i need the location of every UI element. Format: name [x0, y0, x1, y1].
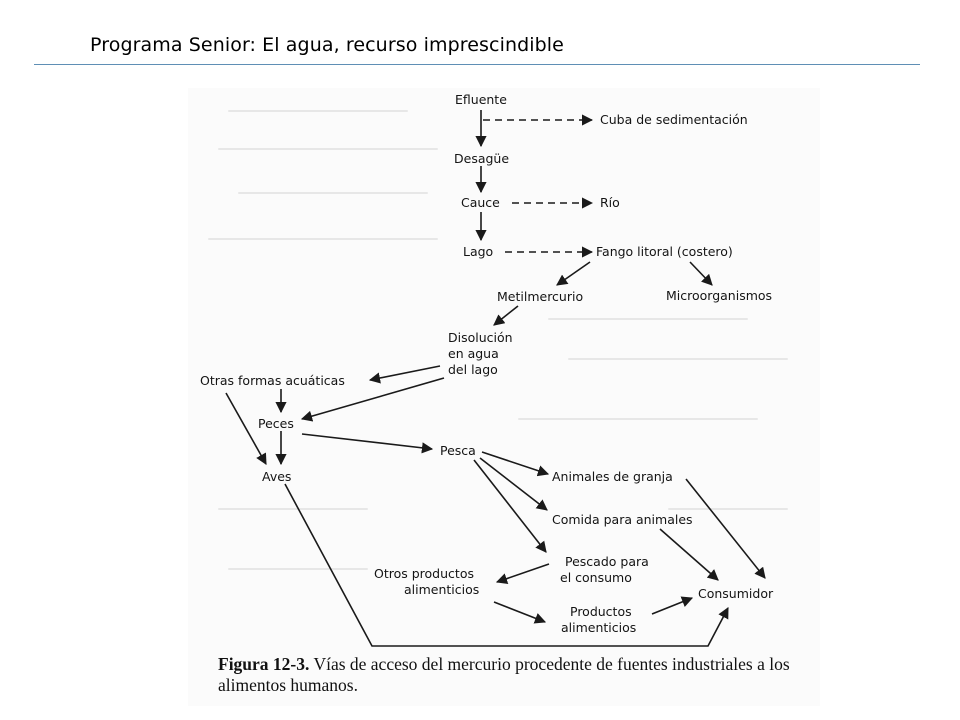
node-disolucion-line-2: en agua	[448, 346, 499, 361]
node-pescado-consumo-line-1: Pescado para	[565, 554, 649, 569]
node-consumidor: Consumidor	[698, 586, 774, 601]
node-peces: Peces	[258, 416, 294, 431]
arrow-pesca-animales-granja	[482, 452, 548, 474]
arrow-comida-animales-consumidor	[660, 529, 718, 580]
node-otros-productos-line-1: Otros productos	[374, 566, 474, 581]
arrow-productos-consumidor	[652, 598, 692, 614]
figure-caption	[218, 654, 808, 696]
arrow-aves-consumidor	[285, 484, 728, 646]
arrow-pescado-otros-productos	[497, 564, 549, 582]
node-pescado-consumo-line-2: el consumo	[560, 570, 632, 585]
node-productos-alimenticios	[561, 604, 636, 635]
node-efluente: Efluente	[455, 92, 507, 107]
node-pesca: Pesca	[440, 443, 476, 458]
node-desague: Desagüe	[454, 151, 510, 166]
node-otras-formas-acuaticas: Otras formas acuáticas	[200, 373, 345, 388]
arrow-otros-productos-productos	[494, 602, 545, 622]
arrow-peces-pesca	[302, 434, 432, 449]
node-comida-animales: Comida para animales	[552, 512, 693, 527]
node-cauce: Cauce	[461, 195, 500, 210]
arrow-fango-metilmercurio	[557, 262, 590, 285]
figure-number: Figura 12-3.	[218, 654, 310, 674]
node-productos-line-2: alimenticios	[561, 620, 637, 635]
node-disolucion-line-3: del lago	[448, 362, 498, 377]
slide-title: Programa Senior: El agua, recurso imprescindible	[90, 34, 564, 56]
arrow-disolucion-otras-formas	[370, 366, 440, 380]
node-rio: Río	[600, 195, 620, 210]
figure-caption-text: Vías de acceso del mercurio procedente de fuentes industriales a los alimentos humanos.	[218, 654, 790, 695]
node-disolucion-line-1: Disolución	[448, 330, 513, 345]
node-lago: Lago	[463, 244, 494, 259]
arrow-fango-microorganismos	[690, 262, 712, 285]
arrow-pesca-pescado-consumo	[474, 460, 546, 552]
node-animales-granja: Animales de granja	[552, 469, 673, 484]
node-microorganismos: Microorganismos	[666, 288, 773, 303]
node-productos-line-1: Productos	[570, 604, 632, 619]
node-pescado-consumo	[560, 554, 653, 585]
node-cuba-sedimentacion: Cuba de sedimentación	[600, 112, 748, 127]
node-otros-productos	[374, 566, 479, 597]
node-fango-litoral: Fango litoral (costero)	[596, 244, 733, 259]
node-otros-productos-line-2: alimenticios	[404, 582, 480, 597]
node-aves: Aves	[262, 469, 292, 484]
node-metilmercurio: Metilmercurio	[497, 289, 584, 304]
node-disolucion	[448, 330, 517, 377]
arrow-pesca-comida-animales	[480, 458, 547, 510]
arrow-metilmercurio-disolucion	[494, 306, 518, 325]
